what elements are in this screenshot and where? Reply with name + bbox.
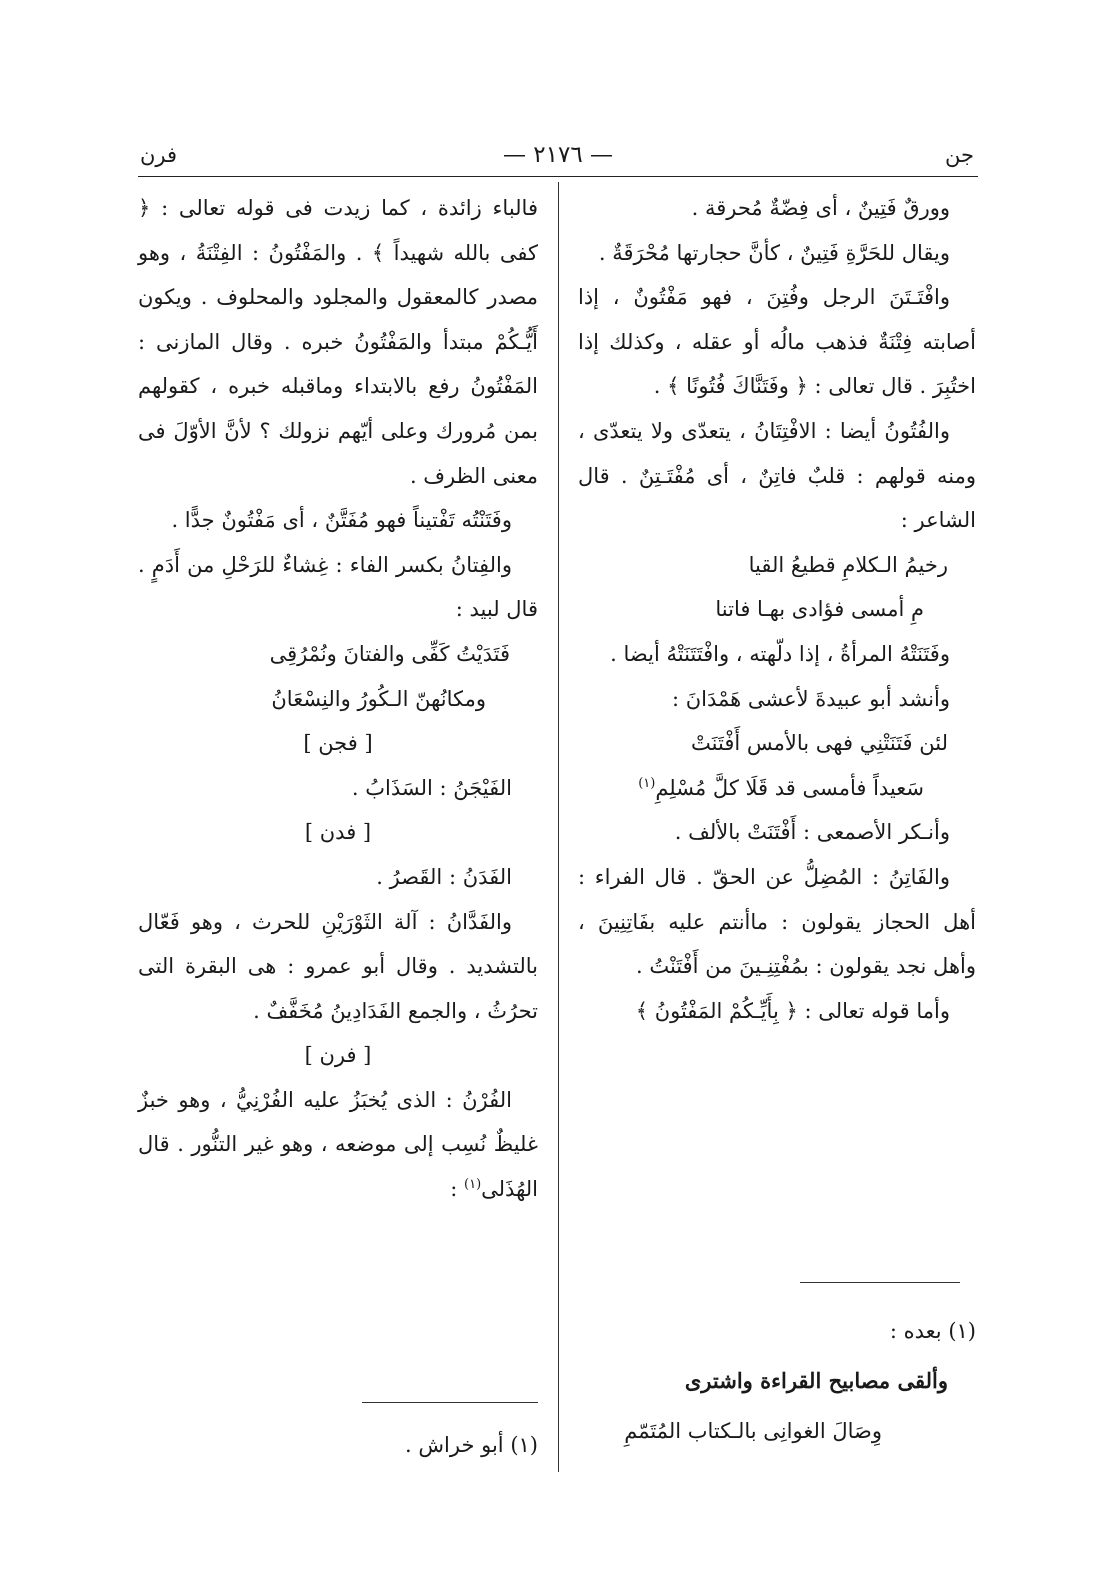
footnote-marker: (١) [464, 1177, 482, 1193]
entry-heading-fdn: [ فدن ] [304, 820, 372, 845]
verse-line: فَتَدَيْتُ كَفِّى والفتانَ ونُمْرُقِى [269, 641, 510, 666]
text-line: وفَتَنْتُه تَفْتيناً فهو مُفَتَّنٌ ، أى مَفْتُونٌ جدًّا . [171, 508, 512, 533]
entry-text: الفُرْنُ : الذى يُخبَزُ عليه الفُرْنِيُّ ، وهو خبزٌ غليظٌ نُسِب إلى موضعه ، وهو غير التنُّور . قال الهُذَلى [138, 1087, 538, 1202]
header-rule [138, 176, 978, 177]
footnote-label: (١) بعده : [889, 1319, 976, 1343]
text-line: وفَتَنَتْهُ المرأةُ ، إذا دلّهته ، وافْتَتَنَتْهُ أيضا . [610, 641, 950, 666]
verse-line: ومكانُهنّ الـكُورُ والنِسْعَانُ [271, 686, 486, 711]
verse-line: مِ أمسى فؤادى بهـا فاتنا [715, 597, 924, 622]
text-line [138, 1078, 538, 1212]
entry-heading-frn: [ فرن ] [304, 1043, 372, 1068]
running-header [138, 138, 978, 174]
text-line: وأنـكر الأصمعى : أَفْتَنَتْ بالألف . [674, 820, 950, 845]
text-line: وأنشد أبو عبيدةَ لأعشى هَمْدَانَ : [671, 686, 950, 711]
footnote-verse: وألقى مصابيح القراءة واشترى [684, 1368, 948, 1393]
verse-text: سَعيداً فأمسى قد قَلَا كلَّ مُسْلِمِ [655, 775, 924, 800]
page-number: — ٢١٧٦ — [502, 142, 614, 168]
verse-line [578, 766, 976, 811]
footnote-left [300, 1420, 538, 1470]
footnote-right [620, 1306, 976, 1456]
column-divider [558, 182, 559, 1472]
text-line: ويقال للحَرَّةِ فَتِينٌ ، كأنَّ حجارتها مُحْرَقَةٌ . [598, 240, 950, 265]
entry-heading-fjn: [ فجن ] [303, 731, 373, 756]
footnote-verse: وِصَالَ الغوانِى بالـكتاب المُتَمّمِ [624, 1419, 882, 1443]
right-column [578, 186, 976, 1033]
verse-line: رخيمُ الـكلامِ قطيعُ القيا [748, 552, 948, 577]
footnote-rule-right [800, 1282, 960, 1283]
text-line: والفَدَّانُ : آلة الثَوْرَيْنِ للحرث ، وهو فَعّال بالتشديد . وقال أبو عمرو : هى البقرة التى تحرُثُ ، والجمع الفَدَادِينُ مُخَفَّفٌ . [138, 909, 538, 1023]
header-root-left: فرن [140, 143, 178, 167]
text-line: وورقٌ فَتِينٌ ، أى فِضّةٌ مُحرقة . [691, 196, 950, 220]
footnote-marker: (١) [638, 775, 656, 791]
header-root-right: جن [945, 143, 974, 167]
text-line: الفَدَنُ : القَصرُ . [376, 864, 512, 889]
text-line: والفُتُونُ أيضا : الافْتِتَانُ ، يتعدّى ولا يتعدّى ، ومنه قولهم : قلبٌ فاتِنٌ ، أى مُفْتَـتِنٌ . قال الشاعر : [578, 418, 976, 533]
footnote-text: (١) أبو خراش . [405, 1433, 538, 1457]
verse-line: لئن فَتَنَتْنِي فهى بالأمس أَفْتَنَتْ [691, 731, 948, 756]
left-column [138, 186, 538, 1212]
text-line: فالباء زائدة ، كما زيدت فى قوله تعالى : ﴿ كفى بالله شهيداً ﴾ . والمَفْتُونُ : الفِتْنَةُ ، وهو مصدر كالمعقول والمجلود والمحلوف . ويكون أَيُّـكُمْ مبتدأ والمَفْتُونُ خبره . وقال المازنى : المَفْتُونُ رفع بالابتداء وماقبله خبره ، كقولهم بمن مُرورك وعلى أيّهم نزولك ؟ لأنَّ الأوّلَ فى معنى الظرف . [138, 196, 538, 488]
entry-text-end: : [450, 1177, 465, 1202]
text-line: وأما قوله تعالى : ﴿ بِأَيِّـكُمْ المَفْتُونُ ﴾ [635, 998, 950, 1023]
text-line: والفِتانُ بكسر الفاء : غِشاءٌ للرَحْلِ من أَدَمٍ . قال لبيد : [138, 552, 538, 622]
text-line: وافْتَـتَنَ الرجل وفُتِنَ ، فهو مَفْتُونٌ ، إذا أصابته فِتْنَةٌ فذهب مالُه أو عقله ، وكذلك إذا اختُبِرَ . قال تعالى : ﴿ وفَتَنَّاكَ فُتُونًا ﴾ . [578, 285, 976, 399]
text-line: الفَيْجَنُ : السَذَابُ . [351, 775, 512, 800]
text-line: والفَاتِنُ : المُضِلُّ عن الحقّ . قال الفراء : أهل الحجاز يقولون : ماأنتم عليه بفَاتِنِينَ ، وأهل نجد يقولون : بمُفْتِنِـينَ من أَفْتَنْتُ . [578, 864, 976, 979]
footnote-rule-left [362, 1402, 538, 1403]
